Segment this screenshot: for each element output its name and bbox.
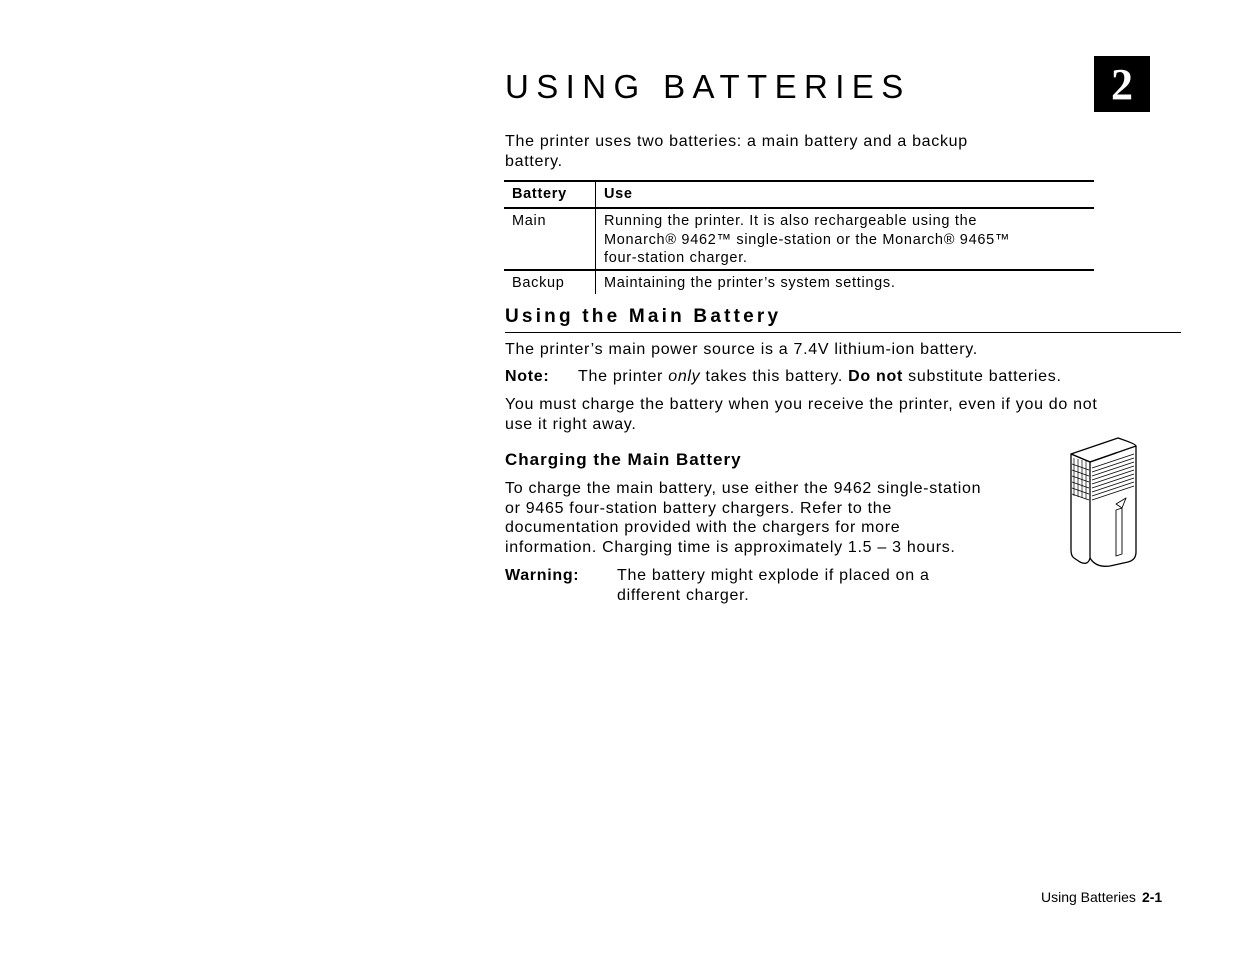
charging-line: documentation provided with the chargers for more bbox=[505, 519, 901, 536]
intro-paragraph bbox=[505, 132, 968, 171]
table-header-row bbox=[504, 181, 1094, 208]
battery-illustration bbox=[1066, 434, 1142, 570]
table-cell-line: Monarch® 9462™ single-station or the Monarch® 9465™ bbox=[604, 231, 1011, 248]
warning-label: Warning: bbox=[505, 567, 580, 584]
charge-notice-line: You must charge the battery when you receive the printer, even if you do not bbox=[505, 396, 1098, 413]
note-text bbox=[578, 367, 1062, 387]
charge-notice-paragraph bbox=[505, 395, 1098, 434]
power-source-paragraph: The printer’s main power source is a 7.4V lithium-ion battery. bbox=[505, 341, 978, 358]
charging-line: or 9465 four-station battery chargers. Refer to the bbox=[505, 499, 892, 517]
note-text-part: The printer bbox=[578, 368, 669, 385]
warning-text bbox=[617, 566, 930, 605]
table-cell-battery: Backup bbox=[504, 270, 596, 295]
table-row bbox=[504, 208, 1094, 270]
page-footer bbox=[1041, 889, 1162, 905]
charging-paragraph bbox=[505, 479, 981, 557]
table-cell-line: Running the printer. It is also rechargeable using the bbox=[604, 213, 978, 229]
section-divider bbox=[505, 332, 1181, 333]
battery-table bbox=[504, 180, 1094, 294]
charge-notice-line: use it right away. bbox=[505, 415, 637, 433]
subsection-heading: Charging the Main Battery bbox=[505, 450, 742, 469]
charging-line: To charge the main battery, use either the 9462 single-station bbox=[505, 480, 982, 497]
note-text-part: substitute batteries. bbox=[903, 368, 1062, 385]
warning-line: The battery might explode if placed on a bbox=[617, 567, 930, 584]
note-paragraph bbox=[505, 367, 1185, 387]
table-cell-battery: Main bbox=[504, 208, 596, 270]
note-emphasis: only bbox=[668, 368, 701, 385]
table-header-use: Use bbox=[604, 186, 633, 203]
charging-line: information. Charging time is approximately 1.5 – 3 hours. bbox=[505, 538, 956, 556]
intro-line: battery. bbox=[505, 152, 563, 170]
chapter-title: USING BATTERIES bbox=[505, 68, 911, 105]
table-cell-use bbox=[596, 208, 1095, 270]
table-cell-line: Maintaining the printer’s system settings. bbox=[604, 274, 896, 291]
intro-line: The printer uses two batteries: a main battery and a backup bbox=[505, 133, 968, 150]
note-strong: Do not bbox=[848, 368, 904, 385]
table-cell-use bbox=[596, 270, 1095, 295]
warning-line: different charger. bbox=[617, 586, 750, 604]
footer-page-number: 2-1 bbox=[1141, 889, 1163, 905]
warning-paragraph bbox=[505, 566, 1005, 608]
table-row bbox=[504, 270, 1094, 295]
table-header-battery: Battery bbox=[504, 181, 596, 208]
chapter-number-badge: 2 bbox=[1094, 56, 1150, 112]
note-label: Note: bbox=[505, 368, 550, 385]
note-text-part: takes this battery. bbox=[700, 368, 849, 385]
footer-section-name: Using Batteries bbox=[1041, 889, 1136, 905]
section-heading: Using the Main Battery bbox=[505, 306, 782, 327]
table-cell-line: four-station charger. bbox=[604, 250, 748, 266]
